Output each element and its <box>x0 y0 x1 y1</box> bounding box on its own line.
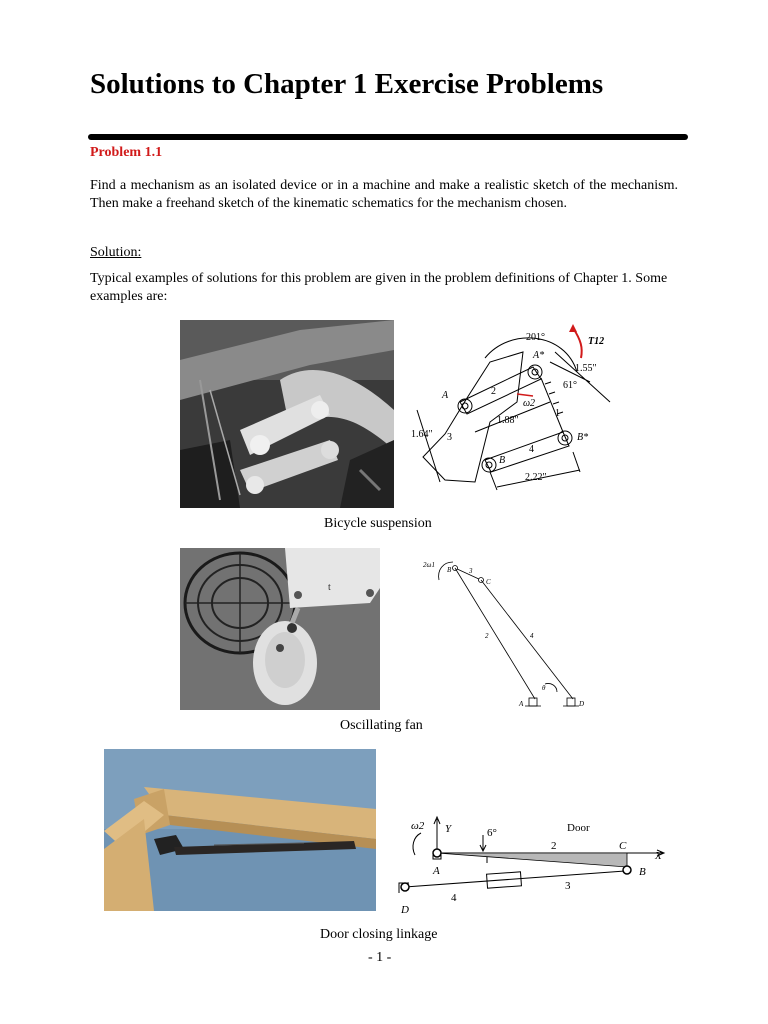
fig1-label-61: 61° <box>563 380 577 391</box>
title-rule <box>88 134 688 140</box>
fig3-label-door: Door <box>567 822 590 834</box>
fig2-label-3: 3 <box>469 567 473 575</box>
fig1-label-2: 2 <box>491 386 496 397</box>
fig3-label-3: 3 <box>565 880 571 892</box>
fig2-label-c: C <box>486 578 491 586</box>
fig3-label-y: Y <box>445 823 452 835</box>
problem-heading: Problem 1.1 <box>90 145 163 160</box>
bicycle-suspension-photo <box>180 320 394 508</box>
fig1-label-4: 4 <box>529 444 534 455</box>
fig1-label-164: 1.64" <box>411 429 433 440</box>
fig3-label-c: C <box>619 840 627 852</box>
fig1-label-omega2: ω2 <box>523 398 536 409</box>
fig1-label-t12: T12 <box>588 336 605 347</box>
door-closer-schematic <box>395 815 675 920</box>
fig2-label-d: D <box>579 700 585 708</box>
fig2-label-2: 2 <box>485 632 489 640</box>
problem-text: Find a mechanism as an isolated device or in a machine and make a realistic sketch of the mechanism. Then make a freehand sketch of the kinematic schematics for the mechanism chosen. <box>90 178 678 211</box>
fig1-label-a-star: A* <box>533 350 545 361</box>
fig3-label-x: X <box>655 850 662 862</box>
fig1-label-b-star: B* <box>577 432 589 443</box>
fig3-label-omega2: ω2 <box>411 820 425 832</box>
figure-caption-door: Door closing linkage <box>320 927 438 942</box>
bicycle-suspension-schematic <box>405 322 630 498</box>
fig3-label-b: B <box>639 866 646 878</box>
figure-caption-fan: Oscillating fan <box>340 718 423 733</box>
page-number: - 1 - <box>368 950 392 965</box>
fig2-label-a: A <box>519 700 524 708</box>
fig1-label-a: A <box>442 390 449 401</box>
fig1-label-188: 1.88" <box>497 415 519 426</box>
fig3-label-d: D <box>401 904 409 916</box>
solution-heading: Solution: <box>90 245 142 260</box>
fig3-label-a: A <box>433 865 440 877</box>
oscillating-fan-schematic <box>415 554 605 714</box>
svg-text:t: t <box>328 582 331 593</box>
fig2-label-4: 4 <box>530 632 534 640</box>
fig2-label-theta: θ <box>542 684 546 692</box>
page-title: Solutions to Chapter 1 Exercise Problems <box>90 68 604 100</box>
oscillating-fan-photo <box>180 548 380 710</box>
fig2-label-b: B <box>447 566 452 574</box>
fig3-label-4: 4 <box>451 892 457 904</box>
fig1-label-201: 201° <box>526 332 545 343</box>
fig1-label-155: 1.55" <box>575 363 597 374</box>
fig2-label-omega: 2ω1 <box>423 561 435 569</box>
solution-text: Typical examples of solutions for this problem are given in the problem definitions of Chapter 1. Some examples are: <box>90 271 668 304</box>
fig1-label-3: 3 <box>447 432 452 443</box>
fig1-label-b: B <box>499 455 506 466</box>
door-closer-photo <box>104 749 376 911</box>
fig1-label-222: 2.22" <box>525 472 547 483</box>
figure-caption-bicycle: Bicycle suspension <box>324 516 432 531</box>
fig3-label-2: 2 <box>551 840 557 852</box>
fig3-label-6deg: 6° <box>487 827 497 839</box>
fig1-label-1: 1 <box>555 408 560 419</box>
